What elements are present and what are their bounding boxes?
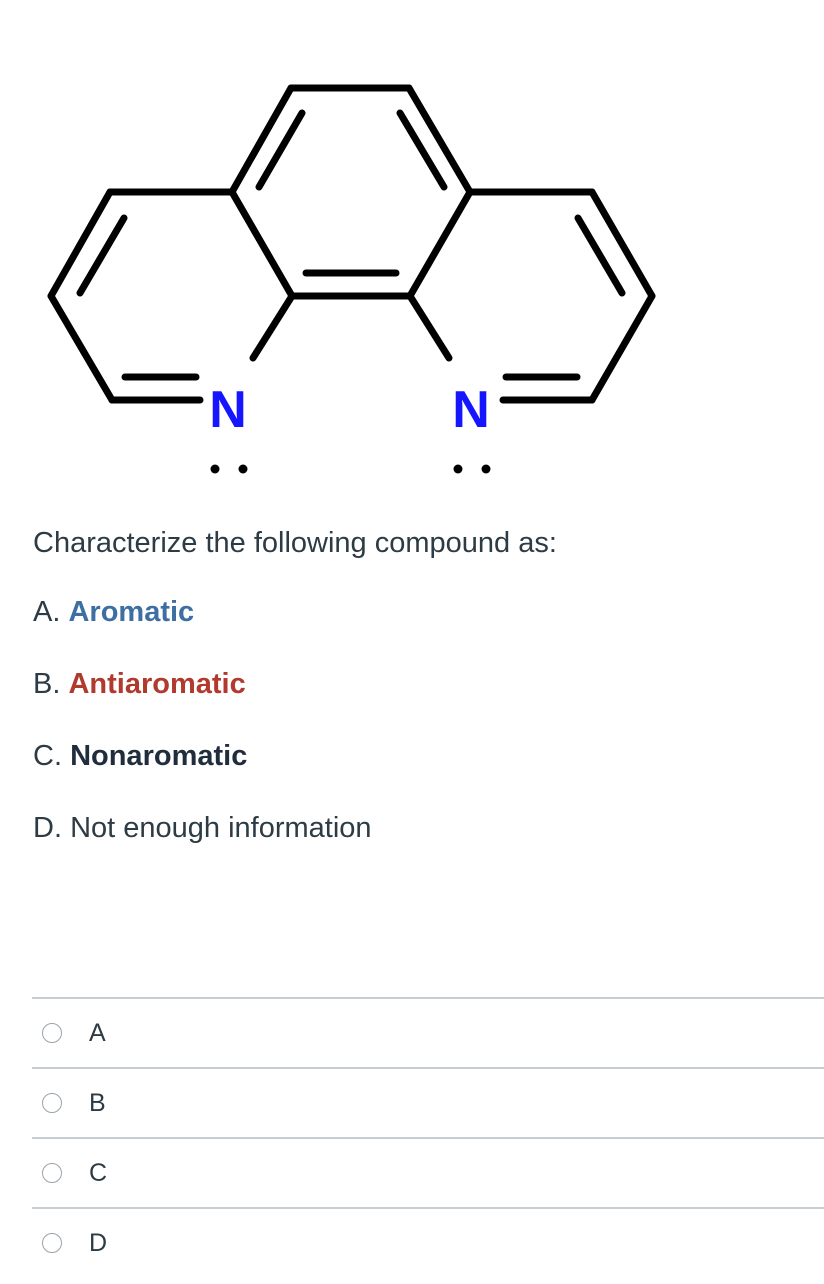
- nitrogen-right-label: N: [452, 381, 490, 439]
- answer-choice-c[interactable]: [32, 1137, 824, 1207]
- answer-choice-label: A: [89, 1018, 106, 1047]
- nitrogen-left-label: N: [209, 381, 247, 439]
- option-d-letter: D.: [33, 812, 62, 844]
- question-prompt: Characterize the following compound as:: [33, 527, 557, 559]
- option-c: [33, 734, 793, 778]
- answer-choice-d[interactable]: [32, 1207, 824, 1277]
- option-b-letter: B.: [33, 668, 61, 700]
- answer-choice-b[interactable]: [32, 1067, 824, 1137]
- question-block: [33, 521, 793, 878]
- option-b: [33, 662, 793, 706]
- answer-choice-label: C: [89, 1158, 108, 1187]
- molecule-diagram: [0, 0, 824, 500]
- option-d: [33, 806, 793, 850]
- lone-pair-dots: [211, 465, 491, 474]
- radio-button-icon[interactable]: [42, 1023, 62, 1043]
- option-b-text: Antiaromatic: [68, 668, 246, 700]
- answer-choice-label: B: [89, 1088, 106, 1117]
- option-a: [33, 590, 793, 634]
- option-c-letter: C.: [33, 740, 62, 772]
- option-c-text: Nonaromatic: [70, 740, 248, 772]
- radio-button-icon[interactable]: [42, 1093, 62, 1113]
- answer-choice-a[interactable]: [32, 997, 824, 1067]
- radio-button-icon[interactable]: [42, 1233, 62, 1253]
- option-a-letter: A.: [33, 596, 61, 628]
- option-a-text: Aromatic: [68, 596, 195, 628]
- option-d-text: Not enough information: [70, 812, 372, 844]
- radio-button-icon[interactable]: [42, 1163, 62, 1183]
- bond-lines: [51, 88, 652, 400]
- answer-choices: [32, 997, 824, 1277]
- answer-choice-label: D: [89, 1228, 108, 1257]
